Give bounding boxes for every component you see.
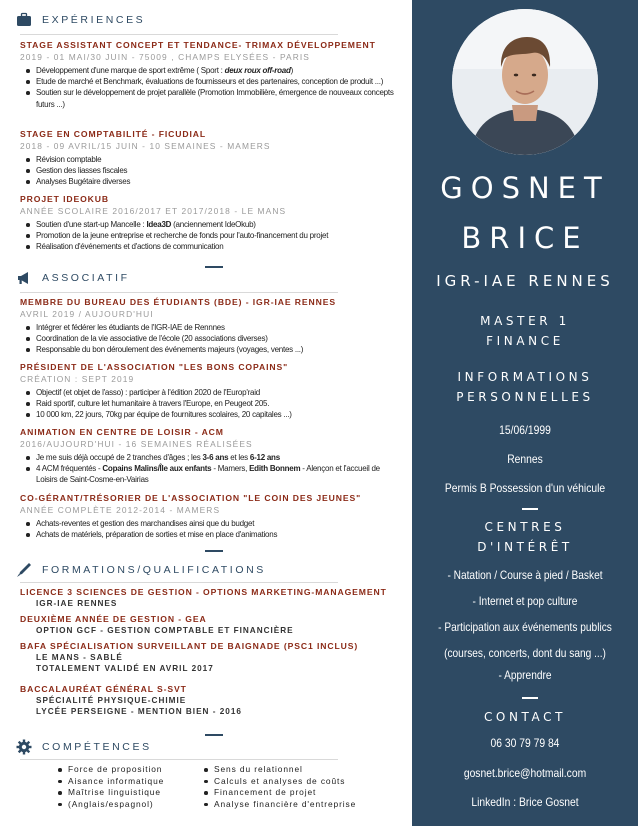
profile-photo (452, 9, 598, 155)
list-item: Maîtrise linguistique (68, 787, 164, 799)
school-name: IGR-IAE RENNES (436, 272, 614, 290)
associatif-item (20, 427, 400, 486)
divider (20, 292, 338, 293)
section-header-competences (16, 739, 152, 755)
experience-subtitle: 2019 - 01 MAI/30 JUIN - 75009 , CHAMPS ELYSÉES - PARIS (20, 52, 310, 62)
associatif-subtitle: ANNÉE COMPLÈTE 2012-2014 - MAMERS (20, 505, 221, 515)
list-item: Force de proposition (68, 764, 163, 774)
interest-item: - Participation aux événements publics (438, 620, 612, 634)
formation-title: DEUXIÈME ANNÉE DE GESTION - GEA (20, 614, 207, 624)
list-item: 10 000 km, 22 jours, 70kg par équipe de fournitures scolaires, 20 capitales ...) (36, 409, 400, 420)
list-item: Achats de matériels, préparation de sorties et mise en place d'animations (36, 529, 400, 540)
associatif-title: CO-GÉRANT/TRÉSORIER DE L'ASSOCIATION "LE COIN DES JEUNES" (20, 493, 362, 503)
list-item: Analyses Bugétaire diverses (36, 176, 400, 187)
list-item: Coordination de la vie associative de l'école (20 associations diverses) (36, 333, 400, 344)
experience-item (20, 40, 400, 110)
section-title: ASSOCIATIF (42, 272, 130, 284)
list-item: Etude de marché et Benchmark, évaluations de fournisseurs et des partenaires, conception de produit ...) (36, 76, 400, 87)
sidebar (412, 0, 638, 826)
section-title: EXPÉRIENCES (42, 14, 146, 26)
formation-subtitle: TOTALEMENT VALIDÉ EN AVRIL 2017 (36, 664, 214, 673)
formation-title: BACCALAURÉAT GÉNÉRAL S-SVT (20, 684, 187, 694)
experience-title: STAGE ASSISTANT CONCEPT ET TENDANCE- TRIMAX DÉVELOPPEMENT (20, 40, 376, 50)
interest-item: (courses, concerts, dont du sang ...) (444, 646, 606, 660)
gear-icon (16, 739, 32, 755)
section-header-formations (16, 562, 266, 578)
section-separator (205, 266, 223, 268)
experience-title: PROJET IDEOKUB (20, 194, 109, 204)
briefcase-icon (16, 12, 32, 28)
list-item: 4 ACM fréquentés - Copains Malins/Île aux enfants - Mamers, Edith Bonnem - Alençon et l'accueil de Loisirs de Saint-Cosme-en-Vairias (36, 463, 400, 485)
interest-item: - Internet et pop culture (472, 594, 578, 608)
list-item: Analyse financière d'entreprise (214, 798, 357, 809)
list-item: Développement d'une marque de sport extrême ( Sport : deux roux off-road) (36, 65, 400, 76)
formation-title: BAFA SPÉCIALISATION SURVEILLANT DE BAIGNADE (PSC1 INCLUS) (20, 641, 359, 651)
last-name: BRICE (461, 221, 589, 255)
interests-title-2: D'INTÉRÊT (477, 540, 573, 554)
list-item: Sens du relationnel (214, 764, 356, 776)
formation-subtitle: LYCÉE PERSEIGNE - MENTION BIEN - 2016 (36, 707, 242, 716)
list-item: Raid sportif, culture let humanitaire à travers l'Europe, en Peugeot 205. (36, 398, 400, 409)
interest-item: - Apprendre (498, 668, 552, 682)
list-item: Achats-reventes et gestion des marchandises ainsi que du budget (36, 518, 400, 529)
section-header-experiences (16, 12, 145, 28)
section-separator (205, 734, 223, 736)
associatif-title: PRÉSIDENT DE L'ASSOCIATION "LES BONS COPAINS" (20, 362, 289, 372)
associatif-title: MEMBRE DU BUREAU DES ÉTUDIANTS (BDE) - IGR-IAE RENNES (20, 297, 337, 307)
section-header-associatif (16, 270, 130, 286)
pen-icon (16, 562, 32, 578)
megaphone-icon (16, 270, 32, 286)
formation-subtitle: SPÉCIALITÉ PHYSIQUE-CHIMIE (36, 696, 187, 705)
info-title-1: INFORMATIONS (457, 370, 593, 384)
first-name: GOSNET (440, 171, 610, 205)
experience-item (20, 194, 400, 253)
list-item: Révision comptable (36, 154, 400, 165)
experience-subtitle: 2018 - 09 AVRIL/15 JUIN - 10 SEMAINES - MAMERS (20, 141, 271, 151)
info-title-2: PERSONNELLES (456, 390, 594, 404)
degree-line-1: MASTER 1 (480, 314, 570, 328)
experience-item (20, 129, 400, 188)
list-item: Promotion de la jeune entreprise et recherche de fonds pour l'auto-financement du projet (36, 230, 400, 241)
formation-title: LICENCE 3 SCIENCES DE GESTION - OPTIONS MARKETING-MANAGEMENT (20, 587, 387, 597)
city: Rennes (507, 452, 543, 466)
birth-date: 15/06/1999 (499, 423, 551, 437)
list-item: Calculs et analyses de coûts (214, 776, 356, 788)
degree-line-2: FINANCE (486, 334, 564, 348)
list-item: Je me suis déjà occupé de 2 tranches d'âges ; les 3-6 ans et les 6-12 ans (36, 452, 400, 463)
associatif-subtitle: 2016/AUJOURD'HUI - 16 SEMAINES RÉALISÉES (20, 439, 253, 449)
list-item: Soutien sur le développement de projet parallèle (Promotion Immobilière, émergence de nouveaux concepts futurs ...) (36, 87, 400, 109)
avatar-illustration (452, 9, 598, 155)
interest-item: - Natation / Course à pied / Basket (447, 568, 603, 582)
list-item: Soutien d'une start-up Mancelle : Idea3D (anciennement IdeOkub) (36, 219, 400, 230)
associatif-item (20, 362, 400, 421)
associatif-item (20, 493, 400, 540)
list-item: Intégrer et fédérer les étudiants de l'IGR-IAE de Rennnes (36, 322, 400, 333)
section-title: FORMATIONS/QUALIFICATIONS (42, 564, 266, 576)
formation-subtitle: LE MANS - SABLÉ (36, 653, 123, 662)
formation-item (20, 614, 400, 636)
competences-column-2 (198, 764, 356, 810)
formation-item (20, 641, 400, 674)
email-link[interactable]: gosnet.brice@hotmail.com (463, 766, 587, 780)
associatif-subtitle: AVRIL 2019 / AUJOURD'HUI (20, 309, 154, 319)
divider (20, 34, 338, 35)
formation-subtitle: IGR-IAE RENNES (36, 599, 118, 608)
section-separator (522, 697, 538, 699)
list-item: Financement de projet (214, 787, 356, 799)
section-separator (522, 508, 538, 510)
section-title: COMPÉTENCES (42, 741, 152, 753)
contact-title: CONTACT (483, 710, 567, 724)
section-separator (205, 550, 223, 552)
list-item: Réalisation d'événements et d'actions de communication (36, 241, 400, 252)
driving-permit: Permis B Possession d'un véhicule (444, 481, 606, 495)
formation-subtitle: OPTION GCF - GESTION COMPTABLE ET FINANCIÈRE (36, 626, 294, 635)
competences-column-1 (52, 764, 164, 810)
formation-item (20, 684, 400, 717)
experience-subtitle: ANNÉE SCOLAIRE 2016/2017 ET 2017/2018 - LE MANS (20, 206, 287, 216)
phone: 06 30 79 79 84 (490, 736, 560, 750)
associatif-subtitle: CRÉATION : SEPT 2019 (20, 374, 135, 384)
associatif-item (20, 297, 400, 356)
list-item: (Anglais/espagnol) (68, 799, 164, 811)
list-item: Gestion des liasses fiscales (36, 165, 400, 176)
linkedin-link[interactable]: LinkedIn : Brice Gosnet (471, 795, 579, 809)
divider (20, 582, 338, 583)
interests-title-1: CENTRES (484, 520, 566, 534)
divider (20, 759, 338, 760)
list-item: Aisance informatique (68, 775, 165, 786)
list-item: Objectif (et objet de l'asso) : participer à l'édition 2020 de l'Europ'raid (36, 387, 400, 398)
experience-title: STAGE EN COMPTABILITÉ - FICUDIAL (20, 129, 207, 139)
list-item: Responsable du bon déroulement des événements majeurs (voyages, ventes ...) (36, 344, 400, 355)
formation-item (20, 587, 400, 609)
associatif-title: ANIMATION EN CENTRE DE LOISIR - ACM (20, 427, 224, 437)
